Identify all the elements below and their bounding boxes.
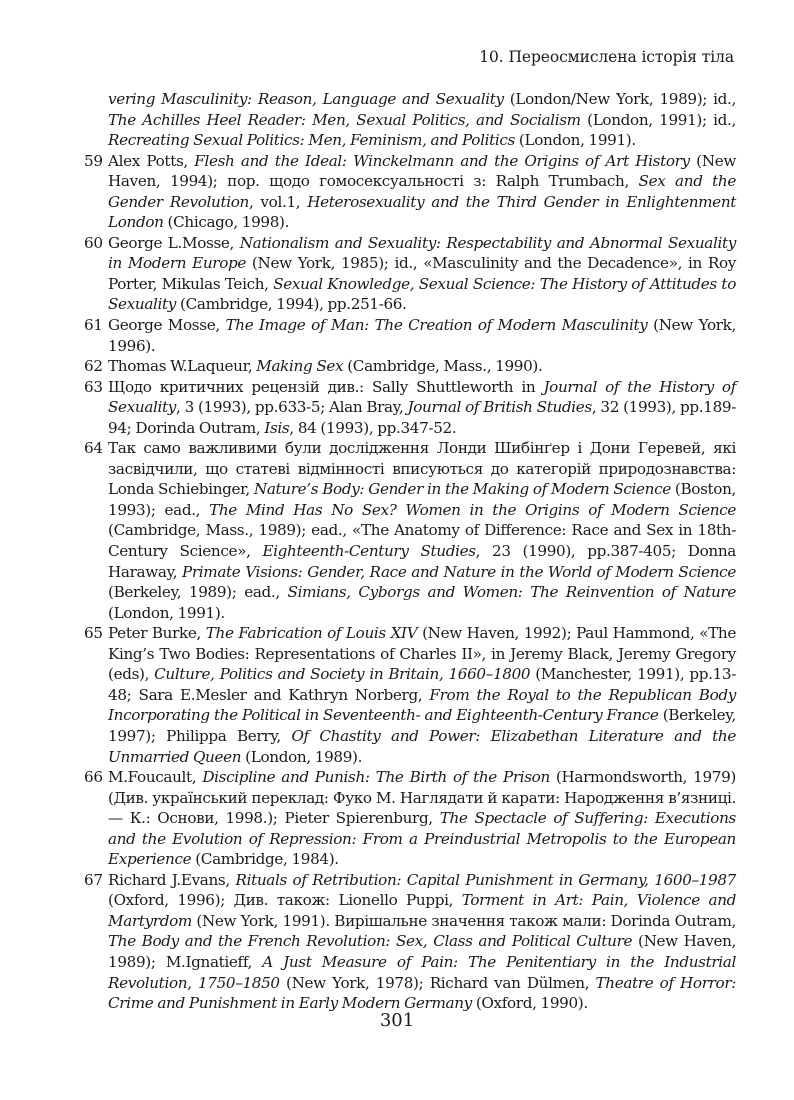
endnote-number: 60 bbox=[84, 233, 103, 252]
title-italic: Recreating Sexual Politics: Men, Feminism, and Politics bbox=[108, 131, 515, 150]
title-italic: Making Sex bbox=[256, 357, 344, 376]
endnote-text bbox=[108, 767, 736, 870]
text-segment: (New Haven, 1992); Paul Hammond, «The King’s Two Bodies: Representations of Charles II», in Jeremy Black, Jeremy Gregory (eds), bbox=[108, 624, 736, 684]
text-segment: Peter Burke, bbox=[108, 624, 206, 643]
endnote-60 bbox=[84, 233, 736, 315]
text-segment: Richard J.Evans, bbox=[108, 870, 236, 889]
title-italic: Nationalism and Sexuality: Respectability and Abnormal Sexuality in Modern Europe bbox=[108, 233, 736, 273]
title-italic: Primate Visions: Gender, Race and Nature in the World of Modern Science bbox=[182, 562, 736, 581]
text-segment: (Cambridge, Mass., 1990). bbox=[343, 357, 543, 376]
text-segment: (London/New York, 1989); id., bbox=[503, 90, 736, 108]
text-segment: M.Foucault, bbox=[108, 768, 203, 787]
endnote-64 bbox=[84, 438, 736, 623]
title-italic: The Mind Has No Sex? Women in the Origins of Modern Science bbox=[209, 500, 737, 519]
endnote-number: 61 bbox=[84, 316, 103, 335]
text-segment: (New York, 1978); Richard van Dülmen, bbox=[279, 973, 596, 992]
title-italic: Rituals of Retribution: Capital Punishment in Germany, 1600–1987 bbox=[235, 870, 736, 889]
text-segment: (London, 1991); id., bbox=[580, 110, 736, 129]
endnote-number: 66 bbox=[84, 768, 103, 787]
endnote-number: 65 bbox=[84, 624, 103, 643]
endnote-number: 59 bbox=[84, 151, 103, 170]
endnote-62 bbox=[84, 356, 736, 377]
text-segment: (New Haven, 1994); пор. щодо гомосексуальності з: Ralph Trumbach, bbox=[108, 151, 736, 191]
title-italic: Isis bbox=[264, 418, 290, 437]
text-segment: (London, 1991). bbox=[514, 131, 636, 150]
title-italic: Culture, Politics and Society in Britain, 1660–1800 bbox=[154, 665, 531, 684]
endnote-66 bbox=[84, 767, 736, 870]
running-head: 10. Переосмислена історія тіла bbox=[479, 48, 734, 66]
title-italic: The Spectacle of Suffering: Executions and the Evolution of Repression: From a Preindustrial Metropolis to the European Experience bbox=[108, 809, 736, 869]
text-segment: George Mosse, bbox=[108, 316, 226, 335]
title-italic: The Fabrication of Louis XIV bbox=[205, 624, 418, 643]
text-segment: (New Haven, 1989); M.Ignatieff, bbox=[108, 932, 736, 971]
endnote-text bbox=[108, 233, 736, 315]
text-segment: , 3 (1993), pp.633-5; Alan Bray, bbox=[176, 398, 408, 417]
title-italic: The Image of Man: The Creation of Modern Masculinity bbox=[225, 316, 648, 335]
text-segment: , 23 (1990), pp.387-405; Donna Haraway, bbox=[108, 542, 736, 581]
title-italic: Heterosexuality and the Third Gender in Enlightenment London bbox=[108, 192, 737, 232]
endnotes-list bbox=[84, 89, 736, 1014]
endnote-text bbox=[108, 623, 736, 767]
text-segment: (Berkeley, 1989); ead., bbox=[108, 583, 288, 602]
endnote-text bbox=[108, 151, 736, 233]
title-italic: Simians, Cyborgs and Women: The Reinvention of Nature bbox=[287, 583, 736, 602]
text-segment: (Chicago, 1998). bbox=[163, 213, 290, 232]
endnote-text bbox=[108, 870, 736, 1014]
title-italic: Nature’s Body: Gender in the Making of Modern Science bbox=[253, 480, 671, 499]
text-segment: (Oxford, 1996); Див. також: Lionello Puppi, bbox=[108, 891, 462, 910]
endnote-text bbox=[108, 438, 736, 623]
text-segment: (New York, 1996). bbox=[108, 316, 736, 355]
text-segment: (New York, 1985); id., «Masculinity and the Decadence», in Roy Porter, Mikulas Teich, bbox=[108, 254, 736, 293]
title-italic: Sexual Knowledge, Sexual Science: The History of Attitudes to Sexuality bbox=[108, 274, 736, 314]
text-segment: (Berkeley, 1997); Philippa Berry, bbox=[108, 706, 736, 745]
title-italic: Journal of the History of Sexuality bbox=[108, 377, 736, 417]
endnote-number: 62 bbox=[84, 357, 103, 376]
endnote-65 bbox=[84, 623, 736, 767]
text-segment: (Cambridge, Mass., 1989); ead., «The Anatomy of Difference: Race and Sex in 18th-Century Science», bbox=[108, 521, 736, 561]
title-italic: Of Chastity and Power: Elizabethan Literature and the Unmarried Queen bbox=[108, 726, 736, 766]
endnote-text bbox=[108, 315, 736, 356]
text-segment: George L.Mosse, bbox=[108, 233, 240, 252]
text-segment: , 32 (1993), pp.189-94; Dorinda Outram, bbox=[108, 398, 736, 437]
text-segment: (Boston, 1993); ead., bbox=[108, 480, 737, 519]
title-italic: Flesh and the Ideal: Winckelmann and the Origins of Art History bbox=[194, 151, 690, 170]
endnote-text bbox=[108, 377, 736, 439]
title-italic: The Body and the French Revolution: Sex, Class and Political Culture bbox=[108, 932, 633, 951]
text-segment: Thomas W.Laqueur, bbox=[108, 357, 257, 376]
text-segment: (Cambridge, 1994), pp.251-66. bbox=[176, 295, 407, 314]
text-segment: (Oxford, 1990). bbox=[471, 994, 588, 1013]
text-segment: (London, 1991). bbox=[108, 603, 225, 622]
title-italic: Discipline and Punish: The Birth of the Prison bbox=[202, 768, 550, 787]
endnote-text bbox=[108, 356, 736, 377]
title-italic: Eighteenth-Century Studies bbox=[262, 542, 476, 561]
text-segment: Так само важливими були дослідження Лонди Шибінґер і Дони Геревей, які засвідчили, що статеві відмінності вписуються до категорій природознавства: Londa Schiebinger, bbox=[108, 439, 736, 499]
title-italic: Sex and the Gender Revolution bbox=[108, 172, 736, 211]
text-segment: , 84 (1993), pp.347-52. bbox=[289, 418, 457, 437]
title-italic: Theatre of Horror: Crime and Punishment in Early Modern Germany bbox=[108, 973, 737, 1013]
endnote-63 bbox=[84, 377, 736, 439]
title-italic: vering Masculinity: Reason, Language and Sexuality bbox=[108, 90, 504, 108]
title-italic: From the Royal to the Republican Body Incorporating the Political in Seventeenth- and Eighteenth-Century France bbox=[108, 685, 737, 725]
text-segment: (New York, 1991). Вирішальне значення також мали: Dorinda Outram, bbox=[191, 911, 736, 930]
endnote-59 bbox=[84, 151, 736, 233]
endnote-text bbox=[84, 89, 736, 151]
title-italic: The Achilles Heel Reader: Men, Sexual Politics, and Socialism bbox=[108, 110, 581, 129]
text-segment: (London, 1989). bbox=[241, 747, 363, 766]
text-segment: Щодо критичних рецензій див.: Sally Shuttleworth in bbox=[108, 377, 544, 396]
text-segment: Alex Potts, bbox=[108, 151, 195, 170]
text-segment: , vol.1, bbox=[248, 192, 308, 211]
endnote-number: 67 bbox=[84, 870, 103, 889]
page-number: 301 bbox=[379, 1010, 415, 1031]
endnote-61 bbox=[84, 315, 736, 356]
text-segment: (Manchester, 1991), pp.13-48; Sara E.Mesler and Kathryn Norberg, bbox=[108, 665, 736, 704]
endnote-67 bbox=[84, 870, 736, 1014]
title-italic: Journal of British Studies bbox=[407, 398, 592, 417]
endnote-continuation bbox=[84, 89, 736, 151]
endnote-number: 63 bbox=[84, 377, 103, 396]
title-italic: A Just Measure of Pain: The Penitentiary in the Industrial Revolution, 1750–1850 bbox=[108, 952, 736, 992]
title-italic: Torment in Art: Pain, Violence and Martyrdom bbox=[108, 891, 736, 930]
text-segment: (Harmondsworth, 1979) (Див. український переклад: Фуко М. Наглядати й карати: Народження в’язниці. — К.: Основи, 1998.); Pieter Spierenburg, bbox=[108, 768, 736, 828]
endnote-number: 64 bbox=[84, 439, 103, 458]
text-segment: (Cambridge, 1984). bbox=[191, 850, 339, 869]
